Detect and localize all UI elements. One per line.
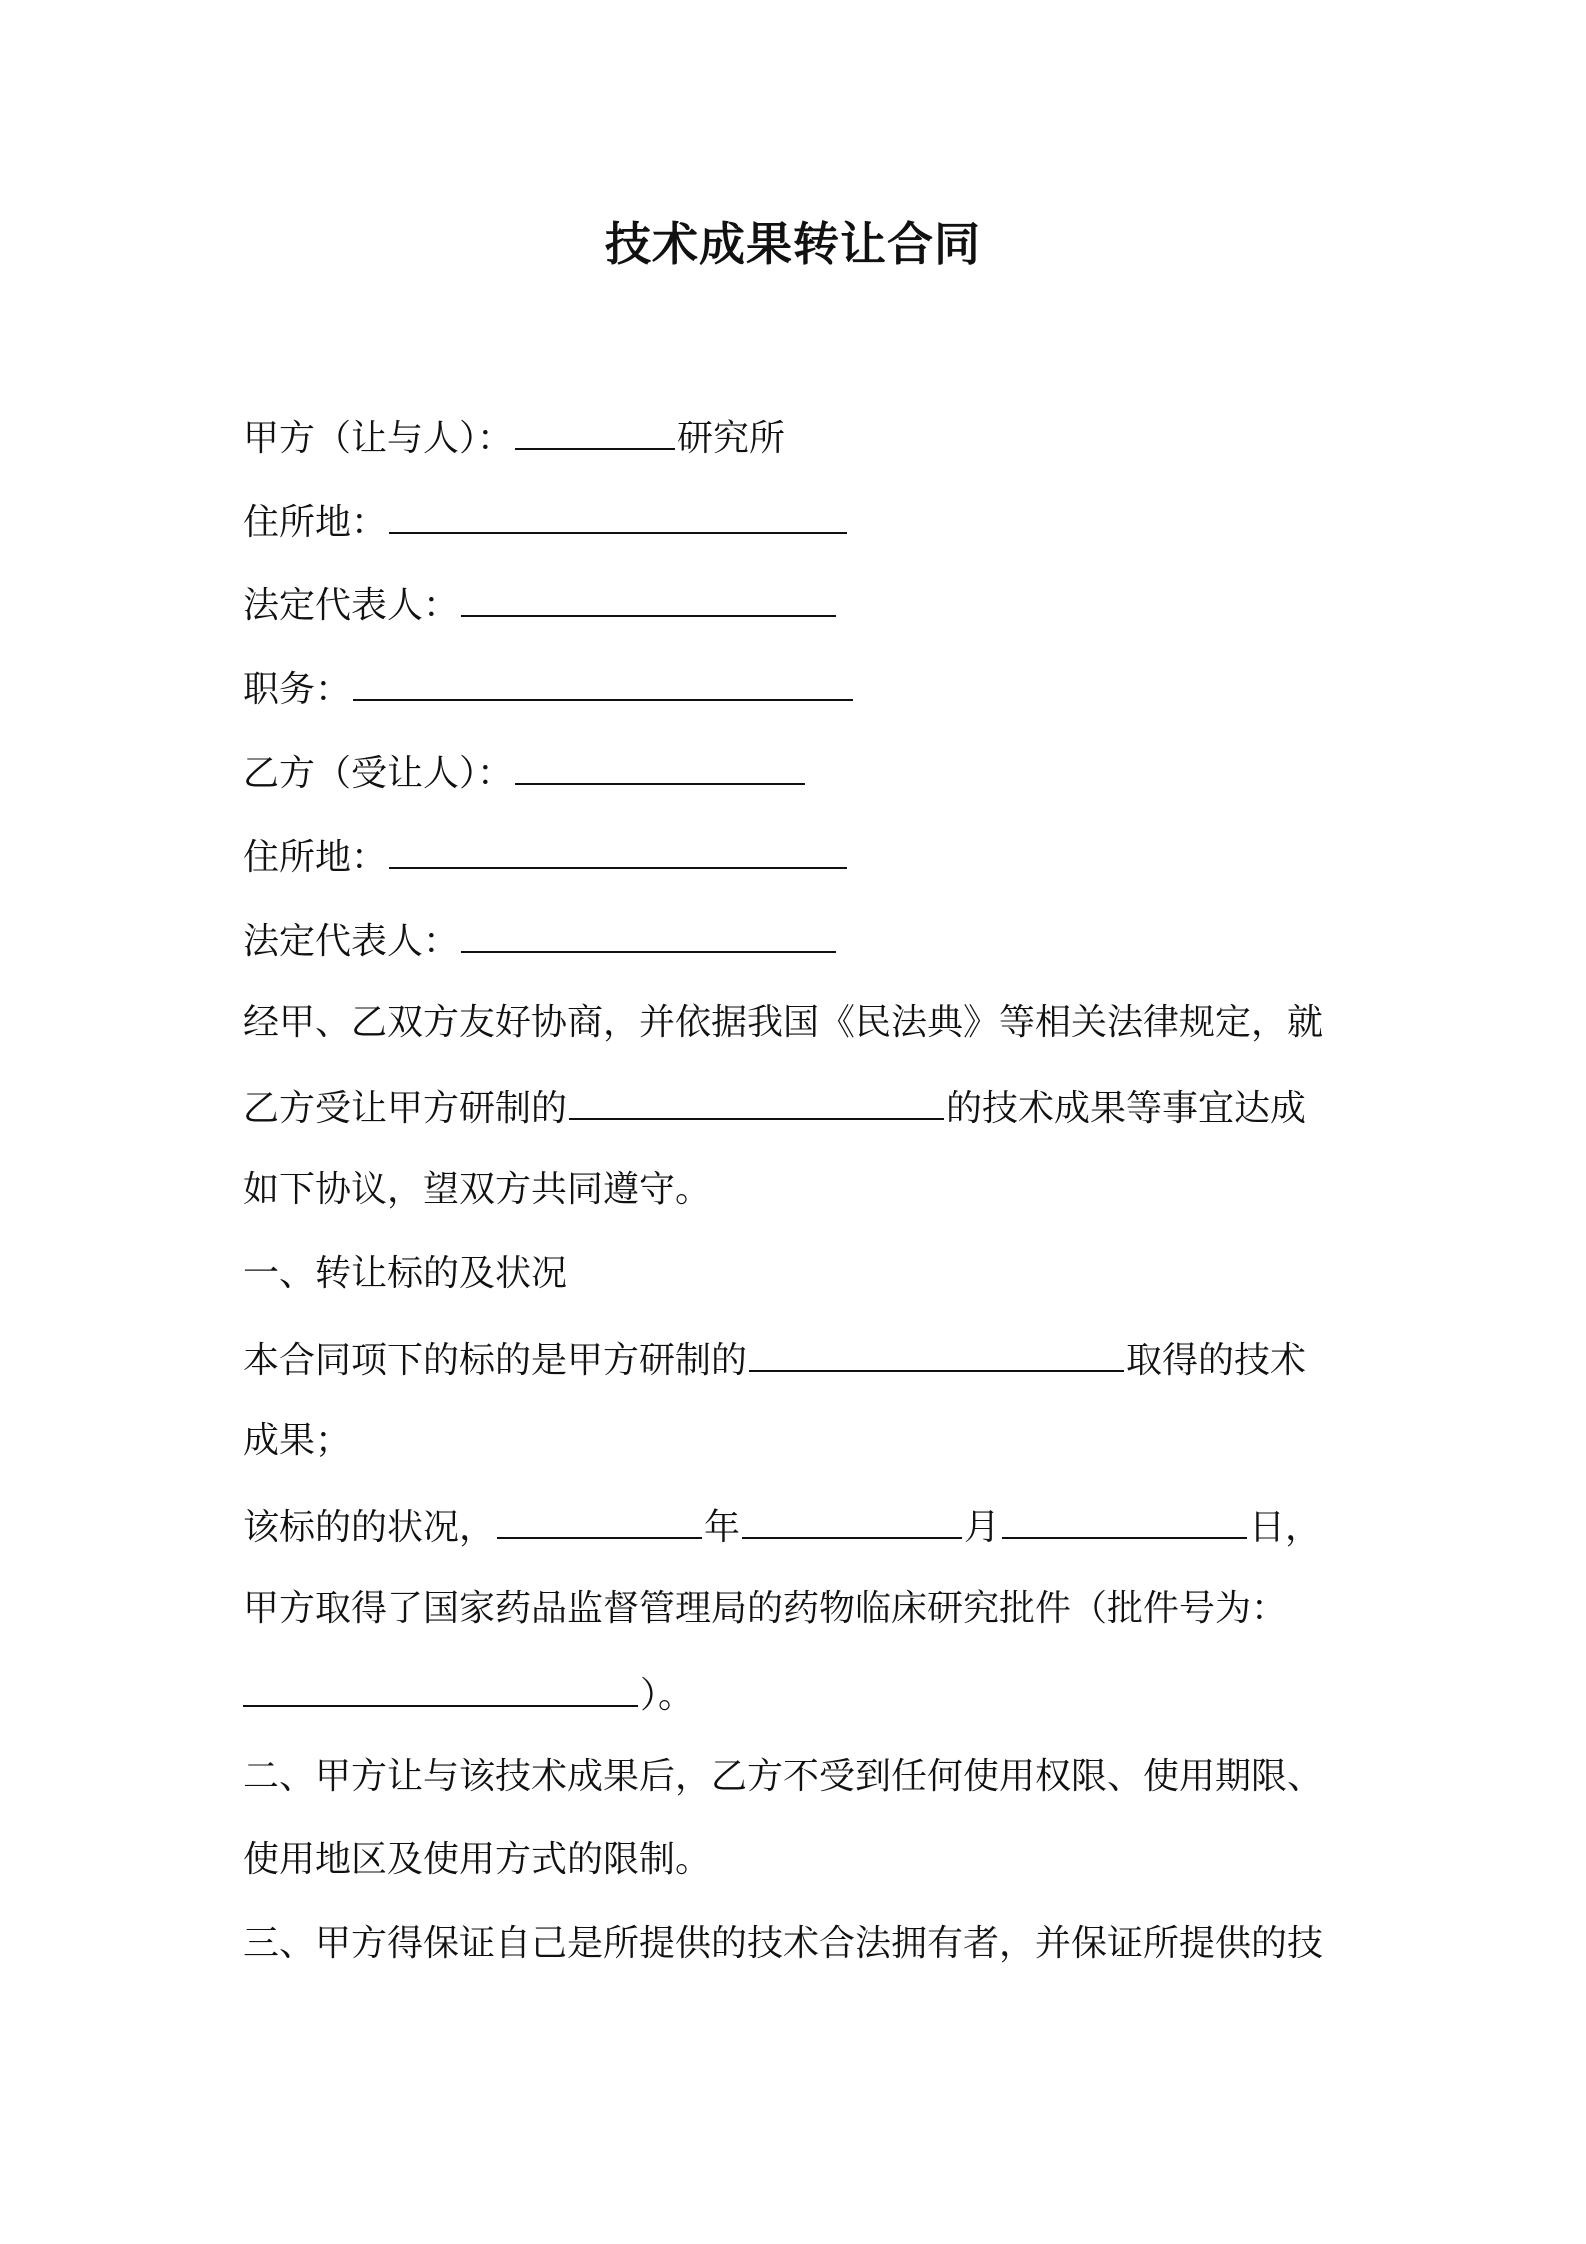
position-label: 职务：	[243, 669, 352, 710]
preamble-2-before: 乙方受让甲方研制的	[243, 1088, 568, 1129]
section-1-heading: 一、转让标的及状况	[243, 1253, 568, 1294]
party-b-blank	[515, 743, 805, 785]
legal-rep-a-line	[243, 575, 838, 634]
party-a-blank	[515, 408, 675, 450]
approval-line: 甲方取得了国家药品监督管理局的药物临床研究批件（批件号为：	[243, 1588, 1288, 1629]
legal-rep-b-blank	[461, 911, 836, 953]
party-b-label: 乙方（受让人）：	[243, 753, 514, 794]
section-2-line-2: 使用地区及使用方式的限制。	[243, 1839, 712, 1880]
section-1-para-line-1	[243, 1330, 1306, 1389]
approval-number-line	[243, 1665, 694, 1724]
legal-rep-b-label: 法定代表人：	[243, 921, 460, 962]
section-1-blank	[749, 1330, 1124, 1372]
section-1-para-line-2: 成果；	[243, 1420, 352, 1461]
year-blank	[497, 1497, 702, 1539]
preamble-line-2	[243, 1078, 1306, 1137]
party-b-line	[243, 743, 807, 802]
month-blank	[742, 1497, 962, 1539]
address-b-label: 住所地：	[243, 837, 388, 878]
status-prefix: 该标的的状况，	[243, 1507, 496, 1548]
approval-number-blank	[243, 1665, 638, 1707]
preamble-line-1: 经甲、乙双方友好协商，并依据我国《民法典》等相关法律规定，就	[243, 1002, 1324, 1043]
preamble-blank	[569, 1078, 944, 1120]
address-b-line	[243, 827, 849, 886]
section-1-before: 本合同项下的标的是甲方研制的	[243, 1340, 748, 1381]
party-a-line	[243, 408, 785, 467]
position-blank	[353, 659, 853, 701]
address-b-blank	[389, 827, 847, 869]
section-2-line-1: 二、甲方让与该技术成果后，乙方不受到任何使用权限、使用期限、	[243, 1756, 1324, 1797]
year-char: 年	[704, 1507, 741, 1548]
legal-rep-a-label: 法定代表人：	[243, 585, 460, 626]
legal-rep-a-blank	[461, 575, 836, 617]
address-a-line	[243, 492, 849, 551]
preamble-line-3: 如下协议，望双方共同遵守。	[243, 1169, 712, 1210]
party-a-suffix: 研究所	[677, 418, 786, 459]
document-title: 技术成果转让合同	[605, 217, 981, 271]
section-3-line-1: 三、甲方得保证自己是所提供的技术合法拥有者，并保证所提供的技	[243, 1923, 1324, 1964]
party-a-label: 甲方（让与人）：	[243, 418, 514, 459]
status-date-line	[243, 1497, 1321, 1556]
approval-close: ）。	[640, 1675, 695, 1716]
section-1-after: 取得的技术	[1126, 1340, 1307, 1381]
legal-rep-b-line	[243, 911, 838, 970]
address-a-blank	[389, 492, 847, 534]
day-char: 日，	[1249, 1507, 1322, 1548]
day-blank	[1002, 1497, 1247, 1539]
preamble-2-after: 的技术成果等事宜达成	[946, 1088, 1307, 1129]
month-char: 月	[964, 1507, 1001, 1548]
address-a-label: 住所地：	[243, 502, 388, 543]
position-line	[243, 659, 855, 718]
